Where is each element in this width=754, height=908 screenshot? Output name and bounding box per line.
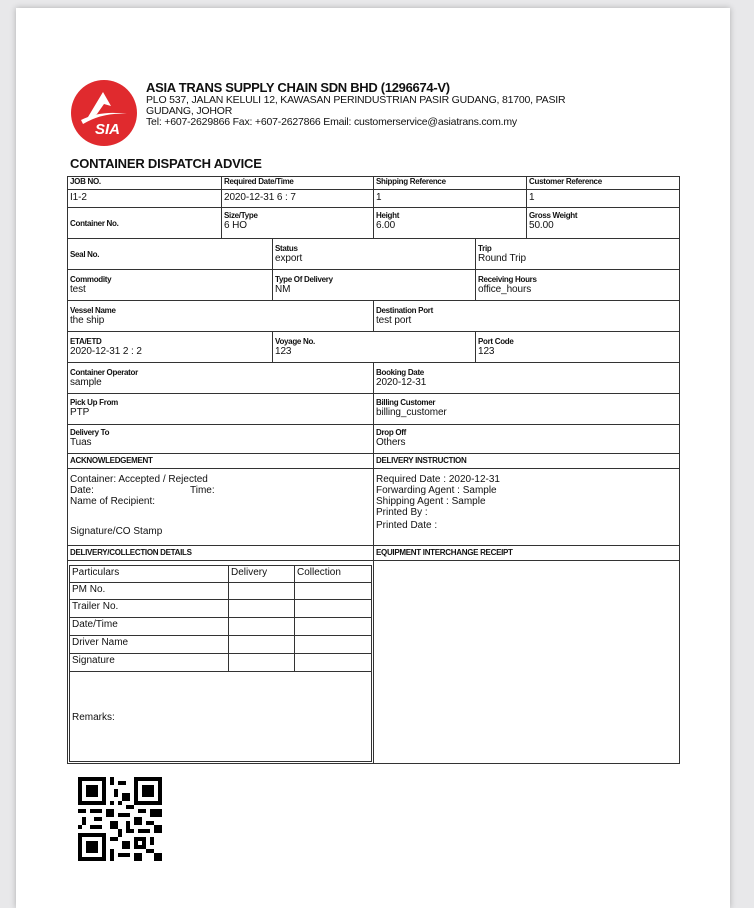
container-operator-cell [67, 362, 374, 394]
company-address [146, 95, 676, 128]
billing-customer-label: Billing Customer [376, 398, 436, 407]
pm-no-delivery [228, 582, 295, 600]
required-datetime-value-cell [221, 189, 374, 208]
pick-up-from-cell [67, 393, 374, 425]
receiving-hours-value: office_hours [478, 284, 532, 295]
commodity-value: test [70, 284, 86, 295]
trip-cell [475, 238, 680, 270]
delivery-instruction-heading: DELIVERY INSTRUCTION [376, 456, 467, 465]
pick-up-from-value: PTP [70, 407, 90, 418]
gross-weight-cell [526, 207, 680, 239]
address-line-1: PLO 537, JALAN KELULI 12, KAWASAN PERINDUSTRIAN PASIR GUDANG, 81700, PASIR [146, 94, 566, 106]
document-title: CONTAINER DISPATCH ADVICE [70, 156, 262, 171]
seal-no-label: Seal No. [70, 250, 100, 259]
receiving-hours-cell [475, 269, 680, 301]
di-printed-by: Printed By : [376, 507, 428, 518]
port-code-cell [475, 331, 680, 363]
trip-label: Trip [478, 244, 492, 253]
driver-name-delivery [228, 635, 295, 654]
pm-no-collection [294, 582, 372, 600]
address-line-2: GUDANG, JOHOR [146, 105, 233, 117]
job-no-value-cell [67, 189, 222, 208]
voyage-no-label: Voyage No. [275, 337, 315, 346]
shipping-reference-label: Shipping Reference [376, 177, 446, 186]
date-time-delivery [228, 617, 295, 636]
col-header-particulars: Particulars [69, 565, 229, 583]
destination-port-value: test port [376, 315, 412, 326]
voyage-no-value: 123 [275, 346, 292, 357]
date-time-collection [294, 617, 372, 636]
row-label-signature: Signature [69, 653, 229, 672]
di-forwarding-agent: Forwarding Agent : Sample [376, 485, 497, 496]
vessel-name-value: the ship [70, 315, 105, 326]
trip-value: Round Trip [478, 253, 526, 264]
container-operator-label: Container Operator [70, 368, 138, 377]
type-of-delivery-value: NM [275, 284, 291, 295]
di-shipping-agent: Shipping Agent : Sample [376, 496, 486, 507]
booking-date-label: Booking Date [376, 368, 424, 377]
required-datetime-value: 2020-12-31 6 : 7 [224, 192, 296, 203]
signature-delivery [228, 653, 295, 672]
voyage-no-cell [272, 331, 476, 363]
type-of-delivery-cell [272, 269, 476, 301]
gross-weight-value: 50.00 [529, 220, 554, 231]
size-type-cell [221, 207, 374, 239]
row-label-driver-name: Driver Name [69, 635, 229, 654]
shipping-reference-value-cell [373, 189, 527, 208]
equipment-interchange-body [373, 560, 680, 764]
destination-port-cell [373, 300, 680, 332]
required-datetime-label-cell [221, 176, 374, 190]
status-cell [272, 238, 476, 270]
billing-customer-cell [373, 393, 680, 425]
eta-etd-cell [67, 331, 273, 363]
receiving-hours-label: Receiving Hours [478, 275, 537, 284]
shipping-reference-label-cell [373, 176, 527, 190]
delivery-collection-heading: DELIVERY/COLLECTION DETAILS [70, 548, 192, 557]
ack-signature: Signature/CO Stamp [70, 526, 163, 537]
acknowledgement-body [67, 468, 374, 546]
height-value: 6.00 [376, 220, 396, 231]
size-type-value: 6 HO [224, 220, 247, 231]
delivery-instruction-body [373, 468, 680, 546]
shipping-reference-value: 1 [376, 192, 382, 203]
delivery-to-label: Delivery To [70, 428, 110, 437]
signature-collection [294, 653, 372, 672]
gross-weight-label: Gross Weight [529, 211, 578, 220]
row-label-date-time: Date/Time [69, 617, 229, 636]
delivery-instruction-heading-cell [373, 453, 680, 469]
delivery-to-cell [67, 424, 374, 454]
ack-date: Date: [70, 485, 94, 496]
ack-container-status: Container: Accepted / Rejected [70, 474, 208, 485]
delivery-to-value: Tuas [70, 437, 92, 448]
commodity-label: Commodity [70, 275, 112, 284]
drop-off-value: Others [376, 437, 406, 448]
job-no-value: I1-2 [70, 192, 87, 203]
required-datetime-label: Required Date/Time [224, 177, 294, 186]
driver-name-collection [294, 635, 372, 654]
equipment-interchange-heading-cell [373, 545, 680, 561]
destination-port-label: Destination Port [376, 306, 433, 315]
booking-date-cell [373, 362, 680, 394]
di-required-date: Required Date : 2020-12-31 [376, 474, 500, 485]
remarks-label: Remarks: [72, 712, 115, 723]
row-label-trailer-no: Trailer No. [69, 599, 229, 618]
delivery-collection-heading-cell [67, 545, 374, 561]
drop-off-label: Drop Off [376, 428, 407, 437]
equipment-interchange-heading: EQUIPMENT INTERCHANGE RECEIPT [376, 548, 513, 557]
height-cell [373, 207, 527, 239]
eta-etd-label: ETA/ETD [70, 337, 102, 346]
pick-up-from-label: Pick Up From [70, 398, 118, 407]
col-header-collection: Collection [294, 565, 372, 583]
logo-mark-icon [71, 80, 137, 146]
job-no-label-cell [67, 176, 222, 190]
size-type-label: Size/Type [224, 211, 258, 220]
row-label-pm-no: PM No. [69, 582, 229, 600]
acknowledgement-heading: ACKNOWLEDGEMENT [70, 456, 153, 465]
remarks-box [69, 671, 372, 762]
company-logo [71, 80, 137, 146]
container-no-label: Container No. [70, 219, 119, 228]
status-value: export [275, 253, 303, 264]
trailer-no-collection [294, 599, 372, 618]
vessel-name-cell [67, 300, 374, 332]
billing-customer-value: billing_customer [376, 407, 447, 418]
type-of-delivery-label: Type Of Delivery [275, 275, 333, 284]
di-printed-date: Printed Date : [376, 520, 438, 531]
eta-etd-value: 2020-12-31 2 : 2 [70, 346, 142, 357]
col-header-delivery: Delivery [228, 565, 295, 583]
ack-recipient: Name of Recipient: [70, 496, 156, 507]
container-no-cell [67, 207, 222, 239]
customer-reference-label: Customer Reference [529, 177, 602, 186]
ack-date-time-line [70, 485, 371, 496]
drop-off-cell [373, 424, 680, 454]
ack-time: Time: [190, 485, 215, 496]
customer-reference-value-cell [526, 189, 680, 208]
acknowledgement-heading-cell [67, 453, 374, 469]
port-code-value: 123 [478, 346, 495, 357]
vessel-name-label: Vessel Name [70, 306, 116, 315]
trailer-no-delivery [228, 599, 295, 618]
company-name: ASIA TRANS SUPPLY CHAIN SDN BHD (1296674-V) [146, 80, 450, 95]
port-code-label: Port Code [478, 337, 514, 346]
qr-code [78, 777, 162, 861]
height-label: Height [376, 211, 400, 220]
company-contact: Tel: +607-2629866 Fax: +607-2627866 Email: customerservice@asiatrans.com.my [146, 116, 517, 128]
seal-no-cell [67, 238, 273, 270]
job-no-label: JOB NO. [70, 177, 101, 186]
customer-reference-value: 1 [529, 192, 535, 203]
svg-text:SIA: SIA [95, 121, 121, 138]
booking-date-value: 2020-12-31 [376, 377, 427, 388]
customer-reference-label-cell [526, 176, 680, 190]
status-label: Status [275, 244, 298, 253]
commodity-cell [67, 269, 273, 301]
container-operator-value: sample [70, 377, 102, 388]
